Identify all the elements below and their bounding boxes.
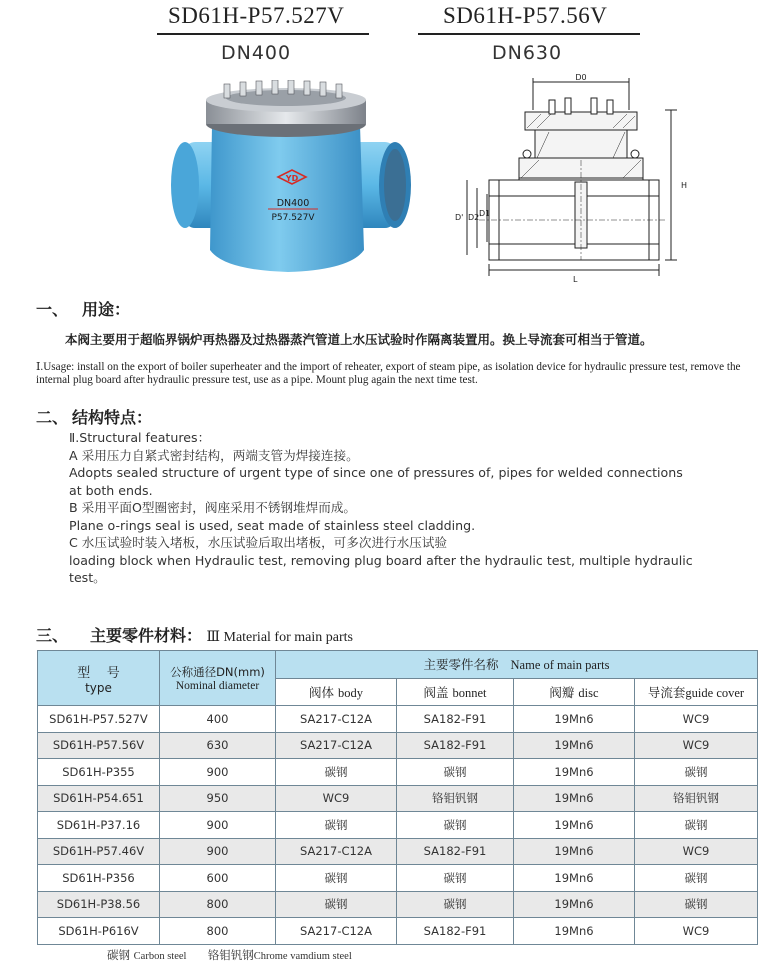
cell-dn: 950 (160, 785, 276, 812)
cell-body: SA217-C12A (276, 732, 397, 759)
section1-title: 用途 (82, 302, 115, 319)
cell-type: SD61H-P37.16 (38, 812, 160, 839)
header-guide-cn: 导流套 (647, 684, 686, 700)
dim-d2-label: D2' (468, 213, 482, 222)
cell-type: SD61H-P38.56 (38, 891, 160, 918)
footnote-chrome-en: Chrome vamdium steel (253, 951, 352, 962)
section3-title: 主要零件材料 (90, 628, 187, 645)
cell-body: SA217-C12A (276, 918, 397, 945)
materials-table (37, 650, 758, 945)
header-nominal (160, 651, 276, 706)
cell-guide: 碳钢 (635, 812, 758, 839)
header-parts-cn: 主要零件名称 (423, 657, 499, 673)
header-body-cn: 阀体 (309, 684, 335, 700)
cell-disc: 19Mn6 (514, 865, 635, 892)
feature-line: test。 (69, 570, 106, 585)
header-disc (514, 678, 635, 706)
dim-d-label: D' (455, 213, 464, 222)
photo-dn-text: DN400 (276, 198, 310, 209)
cell-bonnet: SA182-F91 (397, 838, 514, 865)
cell-dn: 800 (160, 891, 276, 918)
feature-line: at both ends. (69, 482, 153, 498)
cell-guide: 碳钢 (635, 865, 758, 892)
header-nominal-cn: 公称通径DN(mm) (170, 665, 265, 679)
cell-bonnet: SA182-F91 (397, 732, 514, 759)
dn-label-right: DN630 (492, 42, 563, 64)
footnote-carbon-cn: 碳钢 (107, 948, 130, 962)
dim-d1-label: D1 (479, 209, 491, 218)
section3-colon: ： (186, 628, 203, 645)
cell-dn: 400 (160, 706, 276, 733)
cell-bonnet: SA182-F91 (397, 918, 514, 945)
dim-h-label: H (681, 181, 688, 190)
cell-bonnet: 碳钢 (397, 865, 514, 892)
cell-guide: WC9 (635, 732, 758, 759)
cell-disc: 19Mn6 (514, 732, 635, 759)
dim-l-label: L (573, 275, 578, 284)
section3-title-en: Ⅲ Material for main parts (206, 630, 353, 645)
cell-type: SD61H-P355 (38, 759, 160, 786)
section1-colon: ： (114, 302, 131, 319)
header-body-en: body (338, 685, 363, 700)
cell-disc: 19Mn6 (514, 838, 635, 865)
footnote-carbon-en: Carbon steel (133, 951, 187, 962)
cell-type: SD61H-P616V (38, 918, 160, 945)
table-row (38, 759, 758, 786)
table-row (38, 812, 758, 839)
model-title-left-rule (157, 33, 369, 35)
cell-type: SD61H-P356 (38, 865, 160, 892)
header-bonnet (397, 678, 514, 706)
dim-d0-label: D0 (575, 73, 587, 82)
cell-guide: 碳钢 (635, 891, 758, 918)
logo-text: YD (285, 174, 299, 183)
cell-body: 碳钢 (276, 812, 397, 839)
cell-type: SD61H-P57.527V (38, 706, 160, 733)
photo-model-text: P57.527V (271, 213, 315, 223)
valve-photo (150, 80, 422, 282)
header-type (38, 651, 160, 706)
cell-type: SD61H-P57.56V (38, 732, 160, 759)
cell-bonnet: SA182-F91 (397, 706, 514, 733)
header-disc-en: disc (578, 685, 599, 700)
section1-heading (36, 297, 130, 320)
feature-line: B 采用平面O型圈密封，阀座采用不锈钢堆焊而成。 (69, 500, 357, 515)
cell-body: 碳钢 (276, 759, 397, 786)
header-type-cn: 型 号 (77, 665, 120, 681)
cell-dn: 600 (160, 865, 276, 892)
cell-body: SA217-C12A (276, 706, 397, 733)
feature-line: loading block when Hydraulic test, removing plug board after the hydraulic test, multiple hydraulic (69, 552, 693, 568)
header-type-en: type (85, 680, 112, 695)
valve-section-drawing (453, 70, 693, 285)
cell-guide: 铬钼钒钢 (635, 785, 758, 812)
section2-features (69, 429, 759, 587)
cell-disc: 19Mn6 (514, 918, 635, 945)
cell-disc: 19Mn6 (514, 759, 635, 786)
header-nominal-en: Nominal diameter (175, 680, 260, 692)
cell-guide: WC9 (635, 838, 758, 865)
cell-bonnet: 碳钢 (397, 891, 514, 918)
cell-dn: 900 (160, 838, 276, 865)
cell-type: SD61H-P57.46V (38, 838, 160, 865)
footnote-chrome-cn: 铬钼钒钢 (207, 948, 254, 962)
material-footnote (107, 947, 352, 963)
section3-heading (36, 623, 353, 646)
cell-body: SA217-C12A (276, 838, 397, 865)
table-row (38, 891, 758, 918)
cell-guide: WC9 (635, 918, 758, 945)
table-row (38, 785, 758, 812)
section1-en-text: Ⅰ.Usage: install on the export of boiler superheater and the import of reheater, export of steam pipe, as isolation device for hydraulic pressure test, remove the internal plug board after hydraulic pressure test, use as a pipe. Mount plug again the next time test. (36, 361, 741, 386)
cell-dn: 900 (160, 759, 276, 786)
header-disc-cn: 阀瓣 (549, 684, 575, 700)
cell-bonnet: 铬钼钒钢 (397, 785, 514, 812)
header-guide-en: guide cover (685, 685, 745, 700)
dn-label-left: DN400 (221, 42, 292, 64)
cell-disc: 19Mn6 (514, 891, 635, 918)
cell-body: 碳钢 (276, 865, 397, 892)
model-title-right: SD61H-P57.56V (443, 3, 608, 28)
section2-title: 结构特点 (72, 410, 137, 427)
cell-bonnet: 碳钢 (397, 759, 514, 786)
feature-line: Ⅱ.Structural features： (69, 430, 211, 445)
feature-line: A 采用压力自紧式密封结构，两端支管为焊接连接。 (69, 447, 359, 463)
feature-line: C 水压试验时装入堵板，水压试验后取出堵板，可多次进行水压试验 (69, 535, 448, 550)
section2-num: 二、 (36, 410, 69, 427)
header-bonnet-cn: 阀盖 (423, 684, 449, 700)
cell-body: WC9 (276, 785, 397, 812)
cell-guide: 碳钢 (635, 759, 758, 786)
header-body (276, 678, 397, 706)
table-row (38, 706, 758, 733)
cell-body: 碳钢 (276, 891, 397, 918)
table-row (38, 865, 758, 892)
cell-guide: WC9 (635, 706, 758, 733)
cell-dn: 630 (160, 732, 276, 759)
section1-cn-text: 本阀主要用于超临界锅炉再热器及过热器蒸汽管道上水压试验时作隔离装置用。换上导流套可相当于管道。 (65, 332, 653, 347)
table-row (38, 732, 758, 759)
model-title-right-rule (418, 33, 640, 35)
cell-dn: 800 (160, 918, 276, 945)
header-bonnet-en: bonnet (452, 685, 487, 700)
cell-dn: 900 (160, 812, 276, 839)
section3-num: 三、 (36, 628, 69, 645)
header-parts (276, 651, 758, 679)
table-row (38, 918, 758, 945)
feature-line: Plane o-rings seal is used, seat made of stainless steel cladding. (69, 517, 476, 533)
header-parts-en: Name of main parts (510, 658, 610, 673)
feature-line: Adopts sealed structure of urgent type of since one of pressures of, pipes for welded connections (69, 465, 683, 480)
section2-heading (36, 405, 152, 428)
cell-disc: 19Mn6 (514, 706, 635, 733)
header-guide (635, 678, 758, 706)
model-title-left: SD61H-P57.527V (168, 3, 345, 28)
cell-type: SD61H-P54.651 (38, 785, 160, 812)
cell-disc: 19Mn6 (514, 785, 635, 812)
section1-num: 一、 (36, 302, 69, 319)
section2-colon: ： (136, 410, 153, 427)
table-row (38, 838, 758, 865)
cell-disc: 19Mn6 (514, 812, 635, 839)
cell-bonnet: 碳钢 (397, 812, 514, 839)
